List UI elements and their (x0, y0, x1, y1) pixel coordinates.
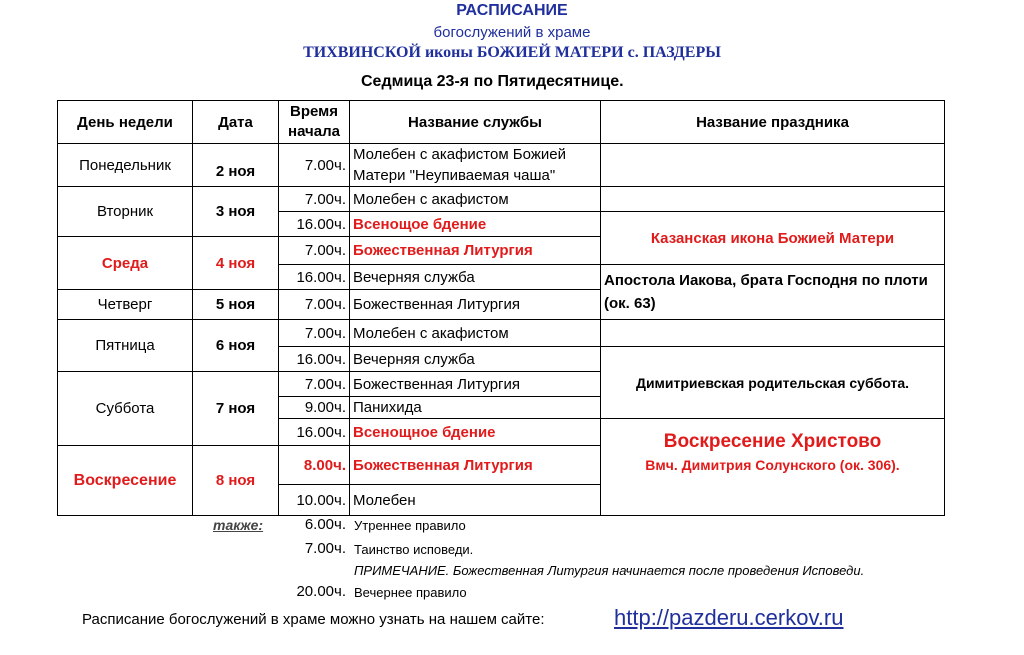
col-service: Название службы (350, 101, 601, 144)
service-cell: Панихида (350, 397, 601, 419)
service-cell: Молебен с акафистом (350, 320, 601, 347)
time-cell: 7.00ч. (279, 237, 350, 265)
service-cell: Всенощое бдение (350, 212, 601, 237)
feast-resurrection: Воскресение Христово (663, 431, 882, 452)
date-cell: 7 ноя (193, 372, 279, 446)
service-cell: Молебен с акафистом Божией Матери "Неупиваемая чаша" (350, 144, 601, 187)
feast-resurrection-cell (601, 419, 945, 516)
service-cell: Божественная Литургия (350, 372, 601, 397)
date-cell: 6 ноя (193, 320, 279, 372)
footer-text: Расписание богослужений в храме можно узнать на нашем сайте: (82, 611, 545, 628)
week-title: Седмица 23-я по Пятидесятнице. (361, 73, 624, 90)
also-desc: Вечернее правило (354, 585, 467, 600)
service-cell: Молебен (350, 485, 601, 516)
feast-dimitry-saturday: Димитриевская родительская суббота. (601, 347, 945, 419)
col-date: Дата (193, 101, 279, 144)
website-link[interactable]: http://pazderu.cerkov.ru (614, 605, 844, 630)
table-row (58, 187, 945, 212)
feast-dimitry-martyr: Вмч. Димитрия Солунского (ок. 306). (645, 457, 900, 473)
col-day: День недели (58, 101, 193, 144)
feast-cell (601, 187, 945, 212)
day-cell: Суббота (58, 372, 193, 446)
also-desc: Утреннее правило (354, 518, 466, 533)
schedule-title: РАСПИСАНИЕ (456, 2, 568, 19)
feast-james: Апостола Иакова, брата Господня по плоти (ок. 63) (601, 265, 945, 320)
time-cell: 7.00ч. (279, 320, 350, 347)
also-label: также: (213, 517, 264, 533)
date-cell: 4 ноя (193, 237, 279, 290)
day-cell: Понедельник (58, 144, 193, 187)
schedule-table (57, 100, 945, 516)
also-time: 7.00ч. (304, 540, 346, 557)
table-header-row (58, 101, 945, 144)
also-desc: Таинство исповеди. (354, 542, 474, 557)
time-cell: 9.00ч. (279, 397, 350, 419)
note-text: ПРИМЕЧАНИЕ. Божественная Литургия начинается после проведения Исповеди. (354, 563, 865, 578)
date-cell: 8 ноя (193, 446, 279, 516)
time-cell: 7.00ч. (279, 372, 350, 397)
service-cell: Вечерняя служба (350, 265, 601, 290)
also-time: 20.00ч. (296, 583, 346, 600)
table-row (58, 320, 945, 347)
day-cell: Среда (58, 237, 193, 290)
service-cell: Молебен с акафистом (350, 187, 601, 212)
date-cell: 3 ноя (193, 187, 279, 237)
service-cell: Божественная Литургия (350, 290, 601, 320)
time-cell: 10.00ч. (279, 485, 350, 516)
time-cell: 7.00ч. (279, 290, 350, 320)
date-cell: 5 ноя (193, 290, 279, 320)
day-cell: Вторник (58, 187, 193, 237)
time-cell: 8.00ч. (279, 446, 350, 485)
church-name: ТИХВИНСКОЙ иконы БОЖИЕЙ МАТЕРИ с. ПАЗДЕРЫ (303, 44, 721, 61)
time-cell: 16.00ч. (279, 212, 350, 237)
service-cell: Божественная Литургия (350, 446, 601, 485)
date-cell: 2 ноя (193, 144, 279, 187)
day-cell: Пятница (58, 320, 193, 372)
time-cell: 16.00ч. (279, 347, 350, 372)
col-time: Время начала (279, 101, 350, 144)
service-cell: Божественная Литургия (350, 237, 601, 265)
time-cell: 16.00ч. (279, 265, 350, 290)
schedule-subtitle: богослужений в храме (433, 24, 591, 41)
day-cell: Четверг (58, 290, 193, 320)
service-cell: Вечерняя служба (350, 347, 601, 372)
also-time: 6.00ч. (304, 516, 346, 533)
table-row (58, 144, 945, 187)
feast-cell (601, 320, 945, 347)
feast-kazan: Казанская икона Божией Матери (601, 212, 945, 265)
feast-cell (601, 144, 945, 187)
day-cell: Воскресение (58, 446, 193, 516)
service-cell: Всенощное бдение (350, 419, 601, 446)
time-cell: 16.00ч. (279, 419, 350, 446)
time-cell: 7.00ч. (279, 144, 350, 187)
time-cell: 7.00ч. (279, 187, 350, 212)
col-feast: Название праздника (601, 101, 945, 144)
